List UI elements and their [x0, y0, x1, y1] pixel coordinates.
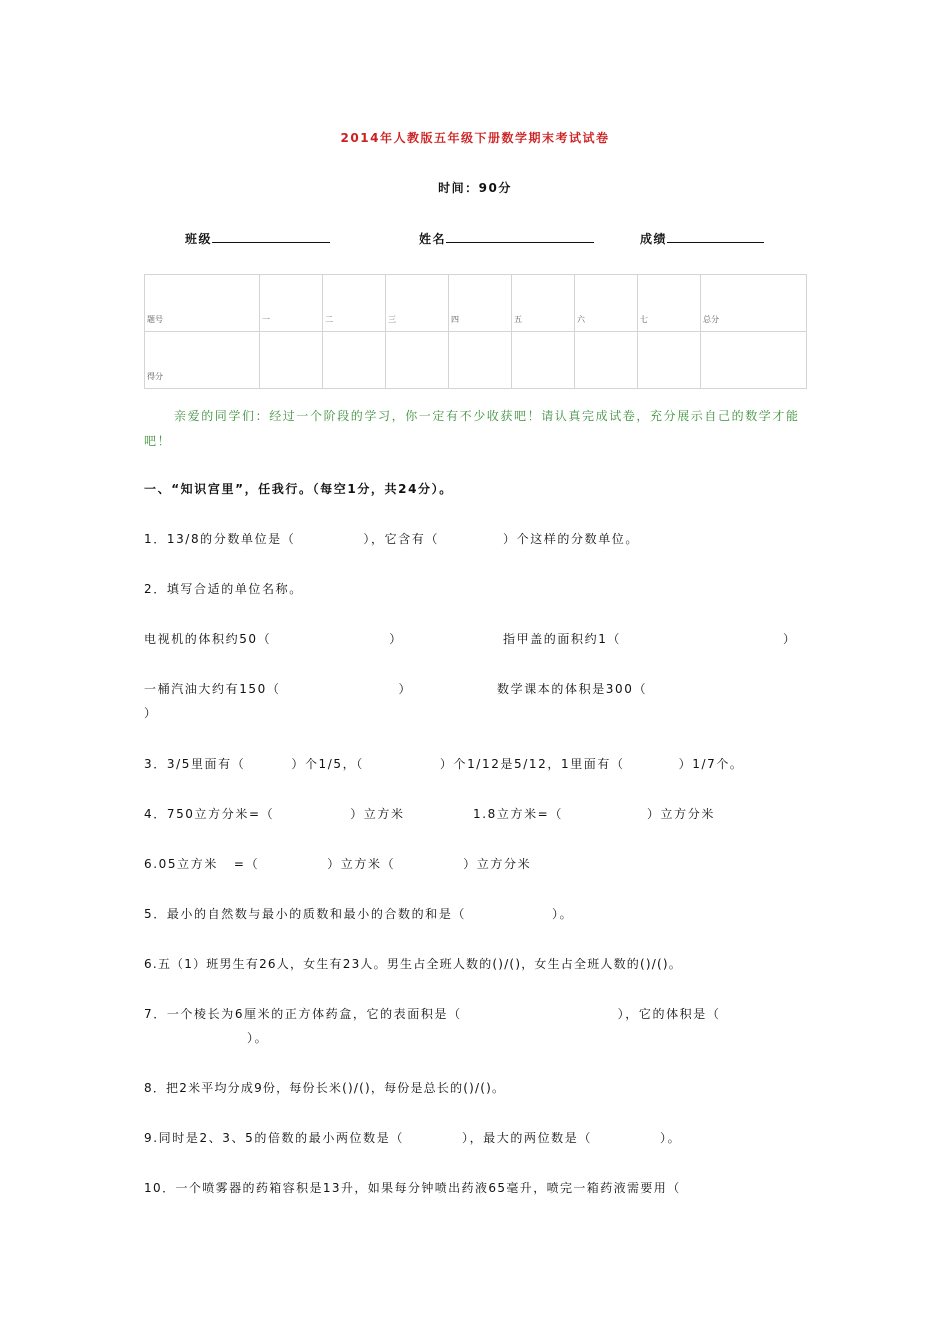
score-label: 成绩 — [640, 232, 668, 246]
question-3 — [144, 755, 744, 772]
question-9 — [144, 1129, 681, 1146]
table-cell[interactable] — [638, 332, 701, 389]
class-label: 班级 — [185, 232, 213, 246]
table-cell: 总分 — [701, 275, 807, 332]
q5-text-b: ）。 — [552, 907, 574, 921]
table-cell: 一 — [260, 275, 323, 332]
section-1-title: 一、“知识宫里”，任我行。（每空1分，共24分）。 — [144, 482, 453, 496]
question-8: 8．把2米平均分成9份，每份长米()/()，每份是总长的()/()。 — [144, 1081, 506, 1095]
q3-text-a: 3．3/5里面有（ — [144, 757, 246, 771]
q4b-text-c: ）立方米（ — [327, 857, 396, 871]
score-table-header-row — [145, 275, 807, 332]
question-2a-right — [503, 630, 797, 647]
q3-text-b: ）个1/5，（ — [291, 757, 364, 771]
q2b-text-a: 一桶汽油大约有150（ — [144, 682, 281, 696]
question-2b-right — [497, 680, 647, 697]
question-10: 10．一个喷雾器的药箱容积是13升，如果每分钟喷出药液65毫升，喷完一箱药液需要用（ — [144, 1181, 681, 1195]
table-cell[interactable] — [512, 332, 575, 389]
q2a-text-d: ） — [783, 632, 797, 646]
table-cell[interactable] — [701, 332, 807, 389]
exam-time: 时间：90分 — [438, 181, 512, 195]
table-cell: 得分 — [145, 332, 260, 389]
score-blank[interactable] — [667, 230, 764, 243]
page-title: 2014年人教版五年级下册数学期末考试试卷 — [340, 131, 610, 145]
question-7-close: ）。 — [247, 1031, 269, 1045]
table-cell: 五 — [512, 275, 575, 332]
q1-text-c: ）个这样的分数单位。 — [503, 532, 640, 546]
q2a-text-b: ） — [389, 632, 403, 646]
table-cell: 题号 — [145, 275, 260, 332]
question-2a-left — [144, 630, 403, 647]
question-1 — [144, 530, 639, 547]
question-4a-right — [473, 805, 715, 822]
q4a-text-c: 1.8立方米=（ — [473, 807, 563, 821]
q2b-text-c: 数学课本的体积是300（ — [497, 682, 648, 696]
table-cell[interactable] — [449, 332, 512, 389]
table-cell: 四 — [449, 275, 512, 332]
table-cell: 六 — [575, 275, 638, 332]
name-blank[interactable] — [446, 230, 594, 243]
class-field[interactable] — [185, 230, 330, 247]
question-2: 2．填写合适的单位名称。 — [144, 582, 303, 596]
q4b-text-a: 6.05立方米 — [144, 857, 218, 871]
name-label: 姓名 — [419, 232, 447, 246]
q4a-text-d: ）立方分米 — [646, 807, 715, 821]
table-cell[interactable] — [260, 332, 323, 389]
table-cell: 二 — [323, 275, 386, 332]
q7-text-b: ），它的体积是（ — [617, 1007, 721, 1021]
score-table-score-row — [145, 332, 807, 389]
question-4b — [144, 855, 531, 872]
question-5 — [144, 905, 573, 922]
q3-text-d: ）1/7个。 — [678, 757, 744, 771]
q2b-text-b: ） — [398, 682, 413, 696]
q4b-text-d: ）立方分米 — [463, 857, 532, 871]
q2a-text-a: 电视机的体积约50（ — [144, 632, 272, 646]
table-cell[interactable] — [323, 332, 386, 389]
q1-text-a: 1．13/8的分数单位是（ — [144, 532, 296, 546]
table-cell[interactable] — [575, 332, 638, 389]
table-cell[interactable] — [386, 332, 449, 389]
name-field[interactable] — [419, 230, 594, 247]
question-7 — [144, 1005, 720, 1022]
score-table — [144, 274, 807, 389]
q3-text-c: ）个1/12是5/12，1里面有（ — [439, 757, 625, 771]
q4b-text-b: =（ — [233, 857, 260, 871]
question-6: 6.五（1）班男生有26人，女生有23人。男生占全班人数的()/()，女生占全班人数的()/()。 — [144, 957, 682, 971]
q2a-text-c: 指甲盖的面积约1（ — [503, 632, 622, 646]
table-cell: 三 — [386, 275, 449, 332]
question-2b-close: ） — [144, 706, 158, 720]
q4a-text-a: 4．750立方分米=（ — [144, 807, 275, 821]
table-cell: 七 — [638, 275, 701, 332]
q1-text-b: ），它含有（ — [363, 532, 439, 546]
q9-text-c: ）。 — [659, 1131, 682, 1145]
class-blank[interactable] — [212, 230, 330, 243]
question-2b-left — [144, 680, 412, 697]
intro-paragraph: 亲爱的同学们：经过一个阶段的学习，你一定有不少收获吧！请认真完成试卷，充分展示自己的数学才能吧！ — [144, 409, 800, 448]
question-4a-left — [144, 805, 405, 822]
q5-text-a: 5．最小的自然数与最小的质数和最小的合数的和是（ — [144, 907, 467, 921]
q4a-text-b: ）立方米 — [350, 807, 405, 821]
score-field[interactable] — [640, 230, 764, 247]
q9-text-b: ），最大的两位数是（ — [461, 1131, 592, 1145]
q7-text-a: 7．一个棱长为6厘米的正方体药盒，它的表面积是（ — [144, 1007, 462, 1021]
q9-text-a: 9.同时是2、3、5的倍数的最小两位数是（ — [144, 1131, 404, 1145]
